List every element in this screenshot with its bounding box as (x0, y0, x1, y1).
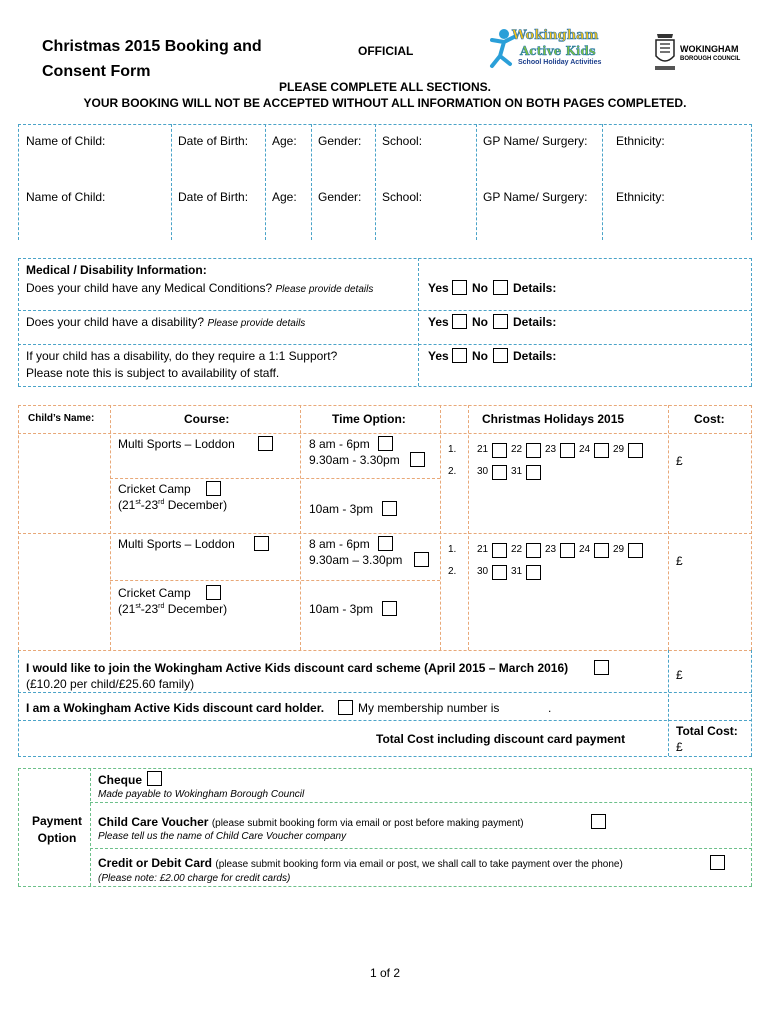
join-discount-label: I would like to join the Wokingham Active Kids discount card scheme (April 2015 – March 2016) (26, 661, 569, 675)
row-number-1: 1. (448, 444, 457, 455)
date-label-21: 21 (477, 444, 489, 455)
time-10am-3pm-checkbox[interactable] (382, 501, 397, 516)
details-label: Details: (513, 349, 557, 363)
time-10am-3pm-label: 10am - 3pm (309, 502, 374, 516)
date-label-30: 30 (477, 466, 489, 477)
name-of-child-field[interactable]: Name of Child: (26, 134, 106, 148)
date-checkbox-29[interactable] (628, 543, 643, 558)
membership-number-end: . (548, 701, 552, 715)
school-field[interactable]: School: (382, 190, 423, 204)
gp-surgery-field[interactable]: GP Name/ Surgery: (483, 134, 588, 148)
medical-question (26, 281, 373, 295)
date-checkbox-21[interactable] (492, 543, 507, 558)
discount-cost-pound[interactable]: £ (676, 668, 683, 682)
no-checkbox[interactable] (493, 348, 508, 363)
date-checkbox-24[interactable] (594, 443, 609, 458)
date-checkbox-23[interactable] (560, 443, 575, 458)
date-label-21: 21 (477, 544, 489, 555)
date-label-31: 31 (511, 466, 523, 477)
card-label: Credit or Debit Card (98, 856, 213, 870)
cost-pound[interactable]: £ (676, 554, 683, 568)
yes-label: Yes (428, 281, 449, 295)
page-number: 1 of 2 (369, 966, 401, 980)
notice-line-2: YOUR BOOKING WILL NOT BE ACCEPTED WITHOUT ALL INFORMATION ON BOTH PAGES COMPLETED. (83, 96, 687, 110)
cricket-camp-checkbox[interactable] (206, 481, 221, 496)
payment-label-line-2: Option (37, 831, 77, 845)
yes-label: Yes (428, 315, 449, 329)
total-cost-including-label: Total Cost including discount card payment (376, 732, 626, 746)
no-label: No (472, 281, 488, 295)
logo-line-1: Wokingham (512, 28, 599, 43)
title-line-1: Christmas 2015 Booking and (42, 38, 262, 55)
card-checkbox[interactable] (710, 855, 725, 870)
total-cost-label: Total Cost: (676, 724, 738, 738)
multi-sports-label: Multi Sports – Loddon (118, 437, 235, 451)
date-checkbox-23[interactable] (560, 543, 575, 558)
card-row (98, 856, 623, 870)
cricket-camp-label: Cricket Camp (118, 586, 191, 600)
disability-question-text: Does your child have a disability? (26, 315, 205, 329)
council-name-line-2: BOROUGH COUNCIL (680, 56, 741, 62)
gender-field[interactable]: Gender: (318, 134, 362, 148)
council-name-line-1: WOKINGHAM (680, 44, 739, 54)
gp-surgery-field[interactable]: GP Name/ Surgery: (483, 190, 588, 204)
multi-sports-checkbox[interactable] (254, 536, 269, 551)
yes-label: Yes (428, 349, 449, 363)
school-field[interactable]: School: (382, 134, 423, 148)
no-label: No (472, 315, 488, 329)
date-checkbox-21[interactable] (492, 443, 507, 458)
col-cost: Cost: (694, 412, 725, 426)
date-of-birth-field[interactable]: Date of Birth: (178, 190, 249, 204)
row-number-1: 1. (448, 544, 457, 555)
medical-question-text: Does your child have any Medical Conditions? (26, 281, 273, 295)
membership-number-label[interactable]: My membership number is (358, 701, 500, 715)
cricket-camp-label: Cricket Camp (118, 482, 191, 496)
discount-holder-label: I am a Wokingham Active Kids discount card holder. (26, 701, 325, 715)
no-checkbox[interactable] (493, 314, 508, 329)
medical-heading: Medical / Disability Information: (26, 263, 207, 277)
no-label: No (472, 349, 488, 363)
time-8am-6pm-label: 8 am - 6pm (309, 437, 370, 451)
cricket-dates: (21st-23rd December) (118, 498, 228, 512)
age-field[interactable]: Age: (272, 134, 297, 148)
age-field[interactable]: Age: (272, 190, 297, 204)
date-label-29: 29 (613, 544, 625, 555)
time-930-330-checkbox[interactable] (410, 452, 425, 467)
date-label-30: 30 (477, 566, 489, 577)
discount-holder-row (26, 701, 324, 715)
col-christmas-dates: Christmas Holidays 2015 (482, 412, 625, 426)
time-930-330-label: 9.30am - 3.30pm (309, 453, 400, 467)
disability-question (26, 315, 305, 329)
card-note: (Please note: £2.00 charge for credit cards) (98, 873, 291, 884)
join-discount-price: (£10.20 per child/£25.60 family) (26, 677, 195, 691)
cricket-camp-checkbox[interactable] (206, 585, 221, 600)
no-checkbox[interactable] (493, 280, 508, 295)
row-number-2: 2. (448, 566, 457, 577)
date-checkbox-24[interactable] (594, 543, 609, 558)
details-label: Details: (513, 315, 557, 329)
col-childs-name: Child’s Name: (28, 413, 95, 424)
time-10am-3pm-label: 10am - 3pm (309, 602, 374, 616)
medical-question-hint: Please provide details (275, 284, 374, 295)
classification-label: OFFICIAL (358, 44, 414, 58)
gender-field[interactable]: Gender: (318, 190, 362, 204)
date-of-birth-field[interactable]: Date of Birth: (178, 134, 249, 148)
time-8am-6pm-checkbox[interactable] (378, 536, 393, 551)
time-930-330-label: 9.30am – 3.30pm (309, 553, 403, 567)
title-line-2: Consent Form (42, 63, 151, 80)
payment-label-line-1: Payment (31, 814, 83, 828)
row-number-2: 2. (448, 466, 457, 477)
multi-sports-label: Multi Sports – Loddon (118, 537, 235, 551)
support-question-line-2: Please note this is subject to availability of staff. (26, 366, 280, 380)
wokingham-council-logo (652, 30, 762, 72)
ethnicity-field[interactable]: Ethnicity: (616, 190, 665, 204)
cost-pound[interactable]: £ (676, 454, 683, 468)
time-10am-3pm-checkbox[interactable] (382, 601, 397, 616)
cheque-note: Made payable to Wokingham Borough Council (98, 789, 305, 800)
date-checkbox-31[interactable] (526, 565, 541, 580)
voucher-label: Child Care Voucher (98, 815, 209, 829)
yes-checkbox[interactable] (452, 348, 467, 363)
cheque-checkbox[interactable] (147, 771, 162, 786)
details-label: Details: (513, 281, 557, 295)
voucher-detail: (please submit booking form via email or post before making payment) (211, 818, 524, 829)
date-label-24: 24 (579, 444, 591, 455)
col-time-option: Time Option: (332, 412, 406, 426)
form-title (42, 34, 262, 84)
time-930-330-checkbox[interactable] (414, 552, 429, 567)
date-checkbox-30[interactable] (492, 565, 507, 580)
date-checkbox-31[interactable] (526, 465, 541, 480)
date-checkbox-22[interactable] (526, 543, 541, 558)
name-of-child-field[interactable]: Name of Child: (26, 190, 106, 204)
voucher-row (98, 815, 524, 829)
date-label-22: 22 (511, 444, 523, 455)
support-question-line-1: If your child has a disability, do they require a 1:1 Support? (26, 349, 338, 363)
voucher-checkbox[interactable] (591, 814, 606, 829)
date-checkbox-29[interactable] (628, 443, 643, 458)
date-label-23: 23 (545, 444, 557, 455)
cheque-label: Cheque (98, 773, 143, 787)
date-checkbox-22[interactable] (526, 443, 541, 458)
payment-option-label (30, 814, 84, 845)
disability-question-hint: Please provide details (207, 318, 306, 329)
council-crest-icon (652, 30, 678, 72)
date-label-23: 23 (545, 544, 557, 555)
voucher-note: Please tell us the name of Child Care Voucher company (98, 831, 347, 842)
logo-line-2: Active Kids (520, 44, 596, 58)
time-8am-6pm-checkbox[interactable] (378, 436, 393, 451)
multi-sports-checkbox[interactable] (258, 436, 273, 451)
date-label-31: 31 (511, 566, 523, 577)
card-detail: (please submit booking form via email or post, we shall call to take payment over the phone) (215, 859, 623, 870)
date-checkbox-30[interactable] (492, 465, 507, 480)
join-discount-checkbox[interactable] (594, 660, 609, 675)
col-course: Course: (184, 412, 230, 426)
discount-holder-checkbox[interactable] (338, 700, 353, 715)
total-cost-pound[interactable]: £ (676, 740, 683, 754)
yes-checkbox[interactable] (452, 314, 467, 329)
yes-checkbox[interactable] (452, 280, 467, 295)
time-8am-6pm-label: 8 am - 6pm (309, 537, 370, 551)
ethnicity-field[interactable]: Ethnicity: (616, 134, 665, 148)
date-label-29: 29 (613, 444, 625, 455)
active-kids-logo (488, 26, 616, 70)
date-label-22: 22 (511, 544, 523, 555)
date-label-24: 24 (579, 544, 591, 555)
logo-tagline: School Holiday Activities (518, 59, 602, 66)
cricket-dates: (21st-23rd December) (118, 602, 228, 616)
notice-line-1: PLEASE COMPLETE ALL SECTIONS. (278, 80, 492, 94)
